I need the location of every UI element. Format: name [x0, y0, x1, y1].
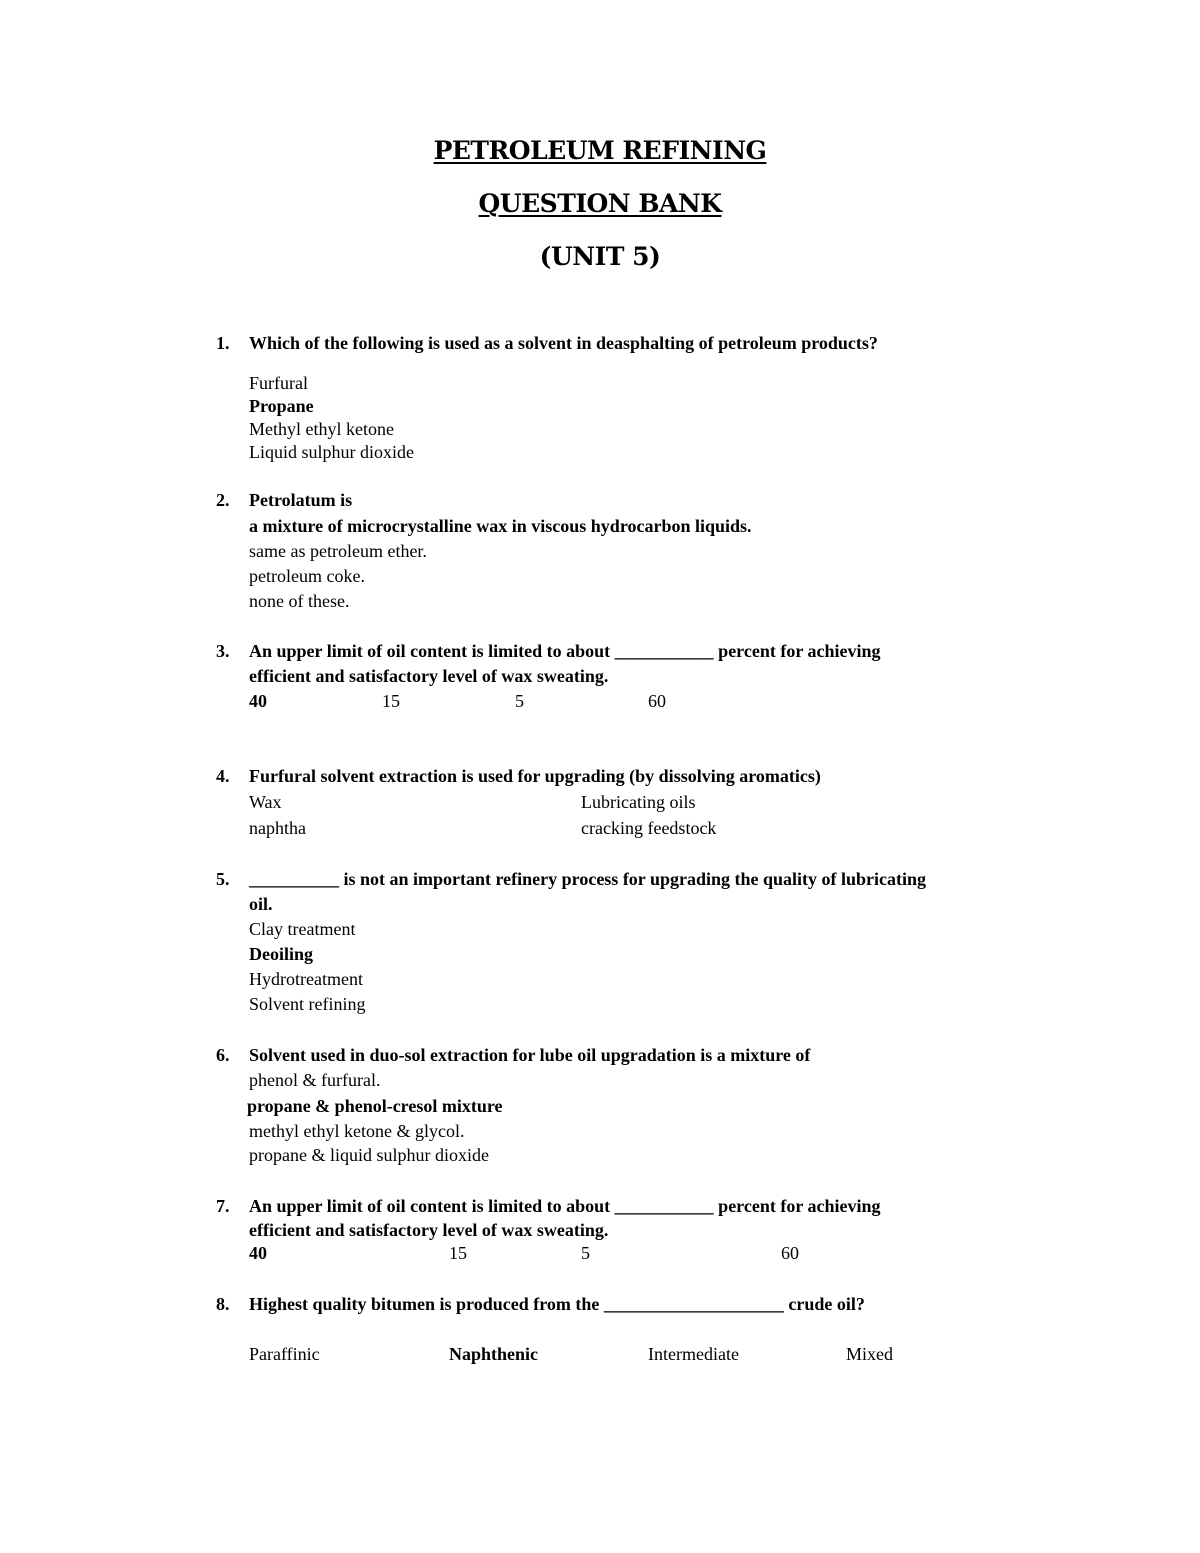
option-correct: propane & phenol-cresol mixture — [247, 1096, 503, 1116]
question-text: Petrolatum is — [249, 490, 353, 510]
option: 5 — [515, 691, 524, 711]
option: naphtha — [249, 818, 306, 838]
question-number: 2. — [216, 490, 230, 510]
question-text: Furfural solvent extraction is used for upgrading (by dissolving aromatics) — [249, 766, 821, 786]
question-number: 1. — [216, 333, 230, 353]
option: Wax — [249, 792, 282, 812]
question-text: __________ is not an important refinery process for upgrading the quality of lubricating — [249, 869, 927, 889]
option: Lubricating oils — [581, 792, 696, 812]
question-number: 5. — [216, 869, 230, 889]
question-text: efficient and satisfactory level of wax sweating. — [249, 1220, 609, 1240]
question-text: Solvent used in duo-sol extraction for lube oil upgradation is a mixture of — [249, 1045, 811, 1065]
question-number: 7. — [216, 1196, 230, 1216]
option-correct: a mixture of microcrystalline wax in viscous hydrocarbon liquids. — [249, 516, 752, 536]
option-correct: Deoiling — [249, 944, 314, 964]
question-number: 3. — [216, 641, 230, 661]
option: none of these. — [249, 591, 350, 611]
option-correct: 40 — [249, 691, 267, 711]
option: same as petroleum ether. — [249, 541, 427, 561]
page-title: PETROLEUM REFINING — [433, 136, 767, 165]
option: Liquid sulphur dioxide — [249, 442, 414, 462]
page-subtitle: QUESTION BANK — [478, 189, 722, 218]
option-correct: Naphthenic — [449, 1344, 539, 1364]
option: methyl ethyl ketone & glycol. — [249, 1121, 465, 1141]
option: Methyl ethyl ketone — [249, 419, 394, 439]
option: Furfural — [249, 373, 308, 393]
option: propane & liquid sulphur dioxide — [249, 1145, 489, 1165]
option: 60 — [648, 691, 666, 711]
option: Clay treatment — [249, 919, 356, 939]
question-text: Highest quality bitumen is produced from the ____________________ crude oil? — [249, 1294, 865, 1314]
option: 5 — [581, 1243, 590, 1263]
unit-label: (UNIT 5) — [539, 242, 661, 271]
option: 15 — [382, 691, 400, 711]
question-number: 4. — [216, 766, 230, 786]
option: phenol & furfural. — [249, 1070, 381, 1090]
question-number: 8. — [216, 1294, 230, 1314]
question-text: Which of the following is used as a solvent in deasphalting of petroleum products? — [249, 333, 878, 353]
option-correct: 40 — [249, 1243, 267, 1263]
question-number: 6. — [216, 1045, 230, 1065]
question-text: oil. — [249, 894, 273, 914]
question-text: An upper limit of oil content is limited to about ___________ percent for achieving — [249, 641, 881, 661]
option: petroleum coke. — [249, 566, 365, 586]
option: 15 — [449, 1243, 467, 1263]
question-text: An upper limit of oil content is limited to about ___________ percent for achieving — [249, 1196, 881, 1216]
option: Paraffinic — [249, 1344, 320, 1364]
option-correct: Propane — [249, 396, 314, 416]
option: Intermediate — [648, 1344, 739, 1364]
option: Solvent refining — [249, 994, 366, 1014]
option: Hydrotreatment — [249, 969, 363, 989]
option: Mixed — [846, 1344, 893, 1364]
option: cracking feedstock — [581, 818, 717, 838]
option: 60 — [781, 1243, 799, 1263]
question-text: efficient and satisfactory level of wax sweating. — [249, 666, 609, 686]
